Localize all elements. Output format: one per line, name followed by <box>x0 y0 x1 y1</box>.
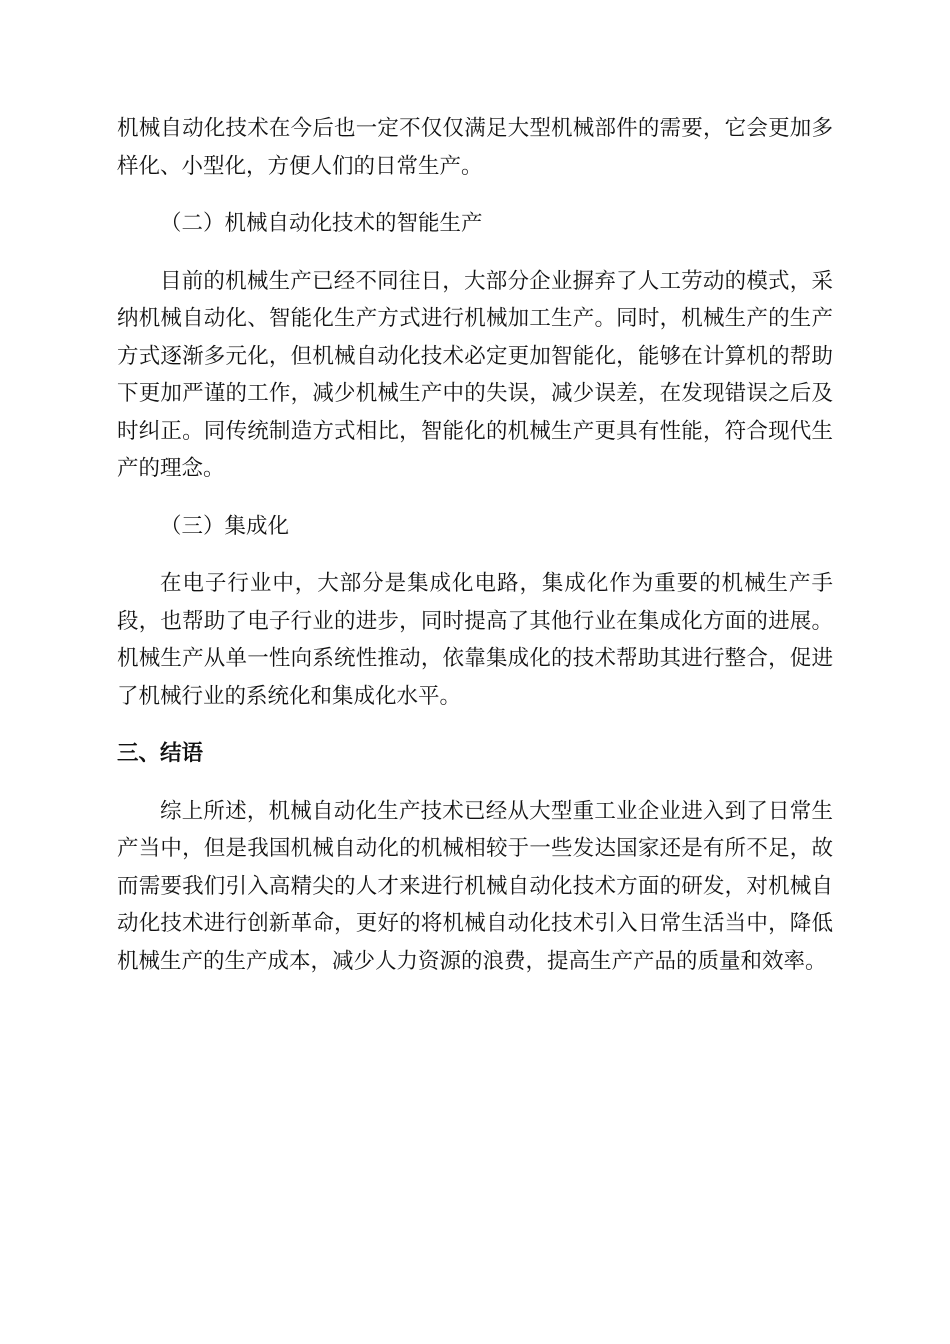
section-3-body: 在电子行业中，大部分是集成化电路，集成化作为重要的机械生产手段，也帮助了电子行业的进步，同时提高了其他行业在集成化方面的进展。机械生产从单一性向系统性推动，依靠集成化的技术帮助其进行整合，促进了机械行业的系统化和集成化水平。 <box>117 571 833 709</box>
conclusion-title: 三、结语 <box>117 741 204 766</box>
spacer <box>117 773 833 793</box>
document-page <box>117 110 833 980</box>
section-3-title: （三）集成化 <box>160 513 290 539</box>
section-2-title: （二）机械自动化技术的智能生产 <box>160 211 483 236</box>
spacer <box>117 185 833 205</box>
spacer <box>117 545 833 565</box>
paragraph-continuation: 机械自动化技术在今后也一定不仅仅满足大型机械部件的需要，它会更加多样化、小型化，方便人们的日常生产。 <box>117 116 833 179</box>
spacer <box>117 488 833 508</box>
section-2-body: 目前的机械生产已经不同往日，大部分企业摒弃了人工劳动的模式，采纳机械自动化、智能化生产方式进行机械加工生产。同时，机械生产的生产方式逐渐多元化，但机械自动化技术必定更加智能化，能够在计算机的帮助下更加严谨的工作，减少机械生产中的失误，减少误差，在发现错误之后及时纠正。同传统制造方式相比，智能化的机械生产更具有性能，符合现代生产的理念。 <box>117 268 833 481</box>
conclusion-body: 综上所述，机械自动化生产技术已经从大型重工业企业进入到了日常生产当中，但是我国机械自动化的机械相较于一些发达国家还是有所不足，故而需要我们引入高精尖的人才来进行机械自动化技术方面的研发，对机械自动化技术进行创新革命，更好的将机械自动化技术引入日常生活当中，降低机械生产的生产成本，减少人力资源的浪费，提高生产产品的质量和效率。 <box>117 798 833 974</box>
spacer <box>117 715 833 735</box>
spacer <box>117 243 833 263</box>
